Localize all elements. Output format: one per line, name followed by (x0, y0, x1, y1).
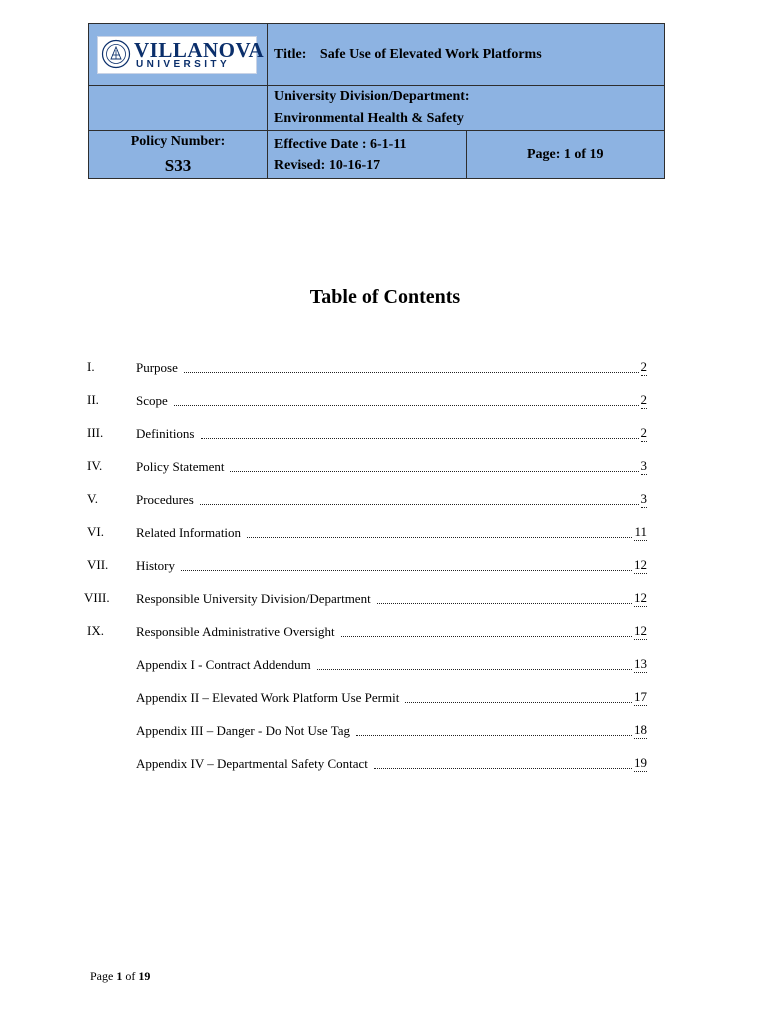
toc-heading: Table of Contents (309, 286, 461, 308)
toc-item-page[interactable]: 2 (640, 359, 647, 374)
toc-item-label[interactable]: Purpose (136, 360, 178, 375)
logo-subtext: UNIVERSITY (136, 58, 231, 70)
document-header (88, 23, 665, 179)
toc-item-page[interactable]: 2 (640, 392, 647, 407)
toc-item-page[interactable]: 3 (640, 491, 647, 506)
toc-item[interactable] (0, 619, 770, 641)
policy-number-label: Policy Number: (130, 133, 226, 149)
toc-item[interactable] (0, 685, 770, 707)
toc-item-label[interactable]: Appendix I - Contract Addendum (136, 657, 311, 672)
toc-item-page[interactable]: 3 (640, 458, 647, 473)
toc-item[interactable] (0, 553, 770, 575)
toc-item-page[interactable]: 12 (634, 623, 647, 638)
toc-item-label[interactable]: Appendix IV – Departmental Safety Contact (136, 756, 368, 771)
toc-item-label[interactable]: Definitions (136, 426, 195, 441)
toc-item-page[interactable]: 12 (634, 590, 647, 605)
university-seal-icon (101, 39, 131, 69)
logo-wordmark: VILLANOVA (134, 37, 265, 62)
toc-item[interactable] (0, 421, 770, 443)
toc-item-label[interactable]: Policy Statement (136, 459, 225, 474)
toc-item[interactable] (0, 751, 770, 773)
footer-page-number: 1 (116, 969, 123, 983)
title-label: Title: (274, 46, 307, 62)
toc-item[interactable] (0, 718, 770, 740)
toc-item-page[interactable]: 11 (634, 524, 647, 539)
toc-leader (174, 405, 639, 406)
toc-item[interactable] (0, 388, 770, 410)
toc-item-number: I. (87, 359, 95, 374)
toc-item-label[interactable]: Appendix II – Elevated Work Platform Use Permit (136, 690, 400, 705)
toc-item-number: IV. (87, 458, 103, 473)
toc-item-number: II. (87, 392, 99, 407)
revised-date: Revised: 10-16-17 (274, 157, 381, 173)
toc-item-label[interactable]: Procedures (136, 492, 194, 507)
department-label: University Division/Department: (274, 89, 470, 104)
toc-item-page[interactable]: 17 (634, 689, 647, 704)
footer-page-total: 19 (138, 969, 151, 983)
toc-leader (377, 603, 632, 604)
document-title: Safe Use of Elevated Work Platforms (319, 46, 542, 62)
toc-item[interactable] (0, 520, 770, 542)
toc-item-label[interactable]: Responsible University Division/Department (136, 591, 371, 606)
toc-item[interactable] (0, 487, 770, 509)
toc-item-page[interactable]: 19 (634, 755, 647, 770)
toc-item-page[interactable]: 2 (640, 425, 647, 440)
page-footer (90, 969, 150, 984)
dates-cell (268, 131, 467, 179)
villanova-logo (97, 36, 265, 74)
toc-item-page[interactable]: 13 (634, 656, 647, 671)
toc-item[interactable] (0, 355, 770, 377)
toc-leader (374, 768, 632, 769)
toc-item-label[interactable]: History (136, 558, 175, 573)
toc-item-number: VIII. (84, 590, 110, 605)
toc-item-label[interactable]: Responsible Administrative Oversight (136, 624, 335, 639)
footer-of-label: of (125, 969, 136, 983)
toc-leader (200, 504, 639, 505)
toc-item-number: VII. (87, 557, 109, 572)
footer-page-label: Page (90, 969, 114, 983)
department-cell (268, 86, 665, 131)
toc-leader (356, 735, 632, 736)
toc-item-page[interactable]: 18 (634, 722, 647, 737)
toc-leader (201, 438, 639, 439)
toc-leader (405, 702, 632, 703)
toc-item-number: V. (87, 491, 98, 506)
toc-item-number: IX. (87, 623, 104, 638)
effective-date: Effective Date : 6-1-11 (274, 136, 407, 152)
page-count-cell (466, 131, 665, 179)
toc-item-label[interactable]: Scope (136, 393, 168, 408)
toc-item-label[interactable]: Appendix III – Danger - Do Not Use Tag (136, 723, 351, 738)
toc-leader (247, 537, 632, 538)
toc-item-number: VI. (87, 524, 104, 539)
empty-cell (89, 86, 268, 131)
toc-leader (230, 471, 638, 472)
title-cell (268, 24, 665, 86)
toc-leader (184, 372, 639, 373)
logo-cell (89, 24, 268, 86)
toc-item-number: III. (87, 425, 104, 440)
toc-item-label[interactable]: Related Information (136, 525, 242, 540)
toc-leader (181, 570, 632, 571)
policy-number: S33 (164, 155, 192, 175)
toc-leader (341, 636, 632, 637)
toc-item[interactable] (0, 586, 770, 608)
toc-leader (317, 669, 632, 670)
toc-item-page[interactable]: 12 (634, 557, 647, 572)
policy-number-cell (89, 131, 268, 179)
toc-item[interactable] (0, 454, 770, 476)
toc-item[interactable] (0, 652, 770, 674)
page-count: Page: 1 of 19 (526, 146, 604, 162)
department-value: Environmental Health & Safety (274, 111, 464, 126)
